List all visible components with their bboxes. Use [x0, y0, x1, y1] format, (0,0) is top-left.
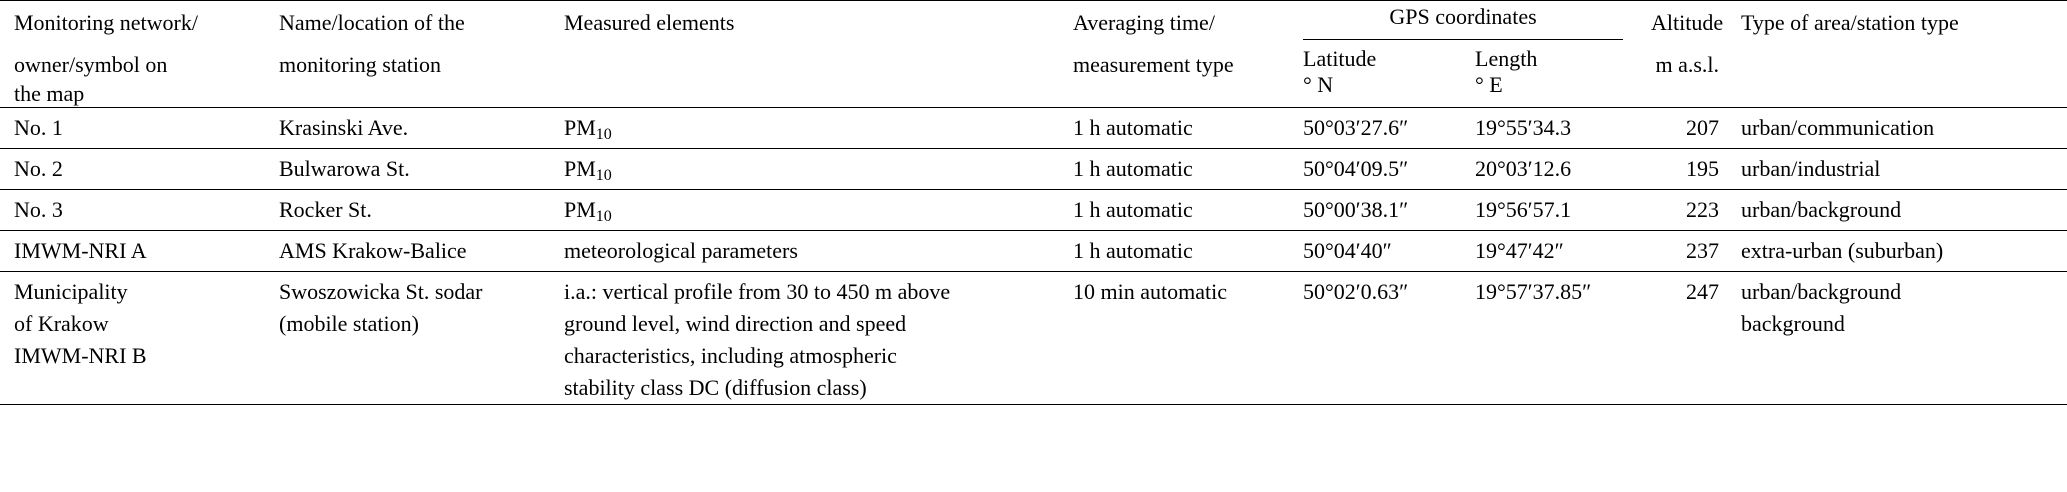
cell-station: Rocker St. — [265, 190, 550, 231]
cell-network: No. 3 — [0, 190, 265, 231]
cell-averaging: 1 h automatic — [1059, 149, 1289, 190]
cell-elements: meteorological parameters — [550, 231, 1059, 272]
header-type: Type of area/station type — [1727, 1, 2067, 108]
cell-network: IMWM-NRI A — [0, 231, 265, 272]
cell-altitude: 195 — [1637, 149, 1727, 190]
header-row — [0, 1, 2067, 42]
cell-network: Municipality of Krakow IMWM-NRI B — [0, 272, 265, 405]
cell-network: No. 2 — [0, 149, 265, 190]
cell-averaging: 1 h automatic — [1059, 190, 1289, 231]
cell-latitude: 50°03′27.6″ — [1289, 108, 1461, 149]
cell-station: Bulwarowa St. — [265, 149, 550, 190]
cell-altitude: 237 — [1637, 231, 1727, 272]
cell-averaging: 10 min automatic — [1059, 272, 1289, 405]
cell-length: 20°03′12.6 — [1461, 149, 1637, 190]
table-row — [0, 272, 2067, 405]
table-row — [0, 231, 2067, 272]
header-latitude: Latitude ° N — [1289, 42, 1461, 108]
header-averaging: Averaging time/ measurement type — [1059, 1, 1289, 108]
cell-length: 19°55′34.3 — [1461, 108, 1637, 149]
header-station: Name/location of the monitoring station — [265, 1, 550, 108]
cell-type: urban/background background — [1727, 272, 2067, 405]
cell-elements: i.a.: vertical profile from 30 to 450 m above ground level, wind direction and speed characteristics, including atmospheric stability class DC (diffusion class) — [550, 272, 1059, 405]
cell-latitude: 50°00′38.1″ — [1289, 190, 1461, 231]
cell-averaging: 1 h automatic — [1059, 231, 1289, 272]
cell-network: No. 1 — [0, 108, 265, 149]
header-gps: GPS coordinates — [1289, 1, 1637, 42]
table-row — [0, 108, 2067, 149]
cell-elements: $PM_{10}$ — [550, 190, 1059, 231]
cell-type: urban/background — [1727, 190, 2067, 231]
header-elements: Measured elements — [550, 1, 1059, 108]
cell-altitude: 207 — [1637, 108, 1727, 149]
cell-type: extra-urban (suburban) — [1727, 231, 2067, 272]
cell-length: 19°57′37.85″ — [1461, 272, 1637, 405]
cell-length: 19°47′42″ — [1461, 231, 1637, 272]
cell-elements: $PM_{10}$ — [550, 108, 1059, 149]
table-row — [0, 149, 2067, 190]
cell-latitude: 50°02′0.63″ — [1289, 272, 1461, 405]
table-row — [0, 190, 2067, 231]
cell-altitude: 223 — [1637, 190, 1727, 231]
cell-station: Swoszowicka St. sodar (mobile station) — [265, 272, 550, 405]
cell-station: Krasinski Ave. — [265, 108, 550, 149]
cell-elements: $PM_{10}$ — [550, 149, 1059, 190]
header-network: Monitoring network/ owner/symbol on the map — [0, 1, 265, 108]
cell-altitude: 247 — [1637, 272, 1727, 405]
cell-latitude: 50°04′09.5″ — [1289, 149, 1461, 190]
cell-averaging: 1 h automatic — [1059, 108, 1289, 149]
cell-type: urban/communication — [1727, 108, 2067, 149]
cell-latitude: 50°04′40″ — [1289, 231, 1461, 272]
header-altitude: Altitude m a.s.l. — [1637, 1, 1727, 108]
header-length: Length ° E — [1461, 42, 1637, 108]
cell-type: urban/industrial — [1727, 149, 2067, 190]
cell-length: 19°56′57.1 — [1461, 190, 1637, 231]
cell-station: AMS Krakow-Balice — [265, 231, 550, 272]
